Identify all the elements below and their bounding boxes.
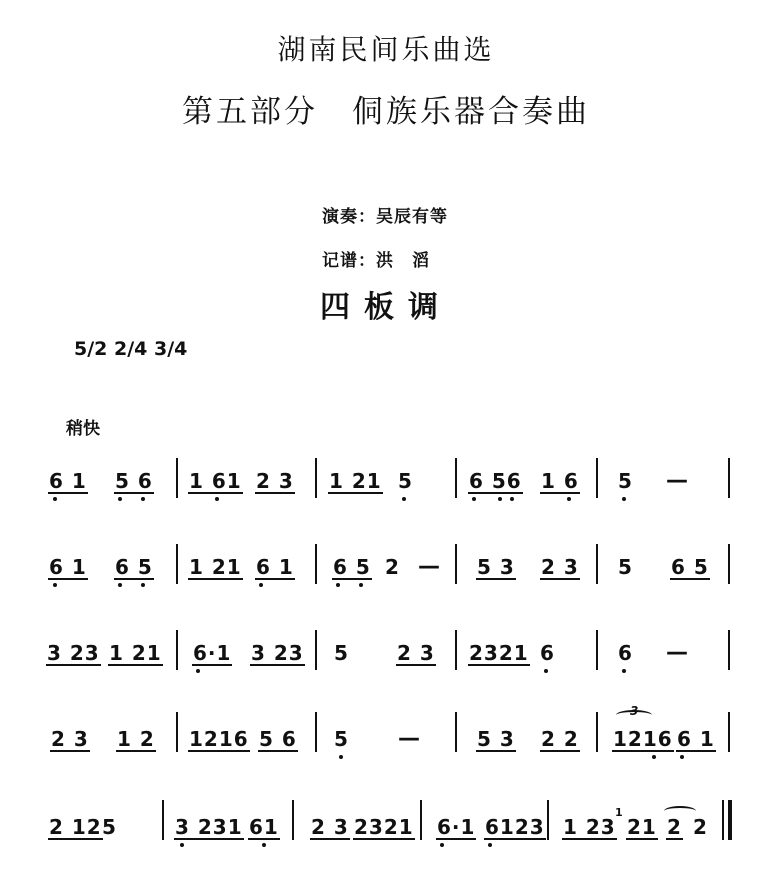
piece-title: 四板调: [320, 290, 452, 325]
note: 5: [334, 727, 349, 751]
low-octave-dot: [141, 583, 145, 587]
low-octave-dot: [53, 583, 57, 587]
note-group: 1216: [613, 727, 673, 751]
note-group: 5 6: [259, 727, 297, 751]
note-group: 5 6: [115, 469, 153, 493]
note: 2: [693, 815, 708, 839]
note-group: 1216: [189, 727, 249, 751]
low-octave-dot: [53, 497, 57, 501]
note-group: 2321: [354, 815, 414, 839]
barline: [315, 630, 317, 670]
note-group: 5 3: [477, 727, 515, 751]
low-octave-dot: [118, 497, 122, 501]
barline: [292, 800, 294, 840]
barline: [728, 544, 730, 584]
note-group: 2 3: [256, 469, 294, 493]
book-title: 湖南民间乐曲选: [277, 33, 495, 66]
note: 6: [540, 641, 555, 665]
note-group: 21: [627, 815, 657, 839]
note-group: 2 2: [541, 727, 579, 751]
part-title: 第五部分 侗族乐器合奏曲: [182, 94, 590, 130]
note-group: 6·1: [437, 815, 476, 839]
tempo-marking: 稍快: [66, 419, 100, 439]
final-barline-thick: [728, 800, 732, 840]
note-group: 3 23: [47, 641, 100, 665]
note: 2: [385, 555, 400, 579]
note-group: 2 3: [397, 641, 435, 665]
low-octave-dot: [118, 583, 122, 587]
low-octave-dot: [259, 583, 263, 587]
note-group: 2 3: [541, 555, 579, 579]
note-group: 1 21: [189, 555, 242, 579]
barline: [596, 544, 598, 584]
sustain-dash: —: [666, 468, 688, 493]
barline: [596, 630, 598, 670]
note-group: 61: [249, 815, 279, 839]
low-octave-dot: [488, 843, 492, 847]
triplet-number: 3: [630, 704, 639, 718]
transcriber-credit: 记谱：洪 滔: [322, 251, 430, 271]
low-octave-dot: [180, 843, 184, 847]
low-octave-dot: [339, 755, 343, 759]
note-group: 1 61: [189, 469, 242, 493]
note: 5: [398, 469, 413, 493]
barline: [728, 712, 730, 752]
note-group: 2 3: [311, 815, 349, 839]
barline: [455, 458, 457, 498]
note-group: 6 56: [469, 469, 522, 493]
note-group: 1 2: [117, 727, 155, 751]
note-group: 1 21: [109, 641, 162, 665]
low-octave-dot: [622, 497, 626, 501]
barline: [455, 544, 457, 584]
low-octave-dot: [215, 497, 219, 501]
low-octave-dot: [680, 755, 684, 759]
barline: [176, 544, 178, 584]
slur-arc: [664, 806, 696, 816]
sustain-dash: —: [666, 640, 688, 665]
note-group: 6 1: [256, 555, 294, 579]
barline: [596, 712, 598, 752]
note-group: 6 1: [677, 727, 715, 751]
performer-credit: 演奏：吴辰有等: [322, 207, 448, 227]
low-octave-dot: [141, 497, 145, 501]
time-signature: 5/2 2/4 3/4: [74, 338, 188, 360]
note-group: 1 21: [329, 469, 382, 493]
note-group: 3 231: [175, 815, 243, 839]
sustain-dash: —: [418, 554, 440, 579]
note-group: 6 1: [49, 555, 87, 579]
barline: [455, 712, 457, 752]
barline: [176, 712, 178, 752]
note-group: 6 5: [333, 555, 371, 579]
note-group: 6123: [485, 815, 545, 839]
barline: [162, 800, 164, 840]
note: 5: [618, 555, 633, 579]
low-octave-dot: [498, 497, 502, 501]
low-octave-dot: [196, 669, 200, 673]
low-octave-dot: [402, 497, 406, 501]
final-barline-thin: [722, 800, 724, 840]
note-group: 1 6: [541, 469, 579, 493]
low-octave-dot: [510, 497, 514, 501]
note: 5: [618, 469, 633, 493]
barline: [420, 800, 422, 840]
barline: [728, 630, 730, 670]
low-octave-dot: [544, 669, 548, 673]
note-group: 6 1: [49, 469, 87, 493]
barline: [315, 458, 317, 498]
barline: [547, 800, 549, 840]
note: 5: [334, 641, 349, 665]
note-group: 3 23: [251, 641, 304, 665]
note: 6: [618, 641, 633, 665]
low-octave-dot: [472, 497, 476, 501]
note-group: 6·1: [193, 641, 232, 665]
low-octave-dot: [359, 583, 363, 587]
low-octave-dot: [567, 497, 571, 501]
note-group: 2321: [469, 641, 529, 665]
low-octave-dot: [336, 583, 340, 587]
note-group: 6 5: [115, 555, 153, 579]
grace-note: 1: [615, 806, 623, 819]
note-group: 2 3: [51, 727, 89, 751]
barline: [596, 458, 598, 498]
barline: [176, 630, 178, 670]
note-group: 2: [667, 815, 682, 839]
low-octave-dot: [262, 843, 266, 847]
note-group: 6 5: [671, 555, 709, 579]
note-group: 1 23: [563, 815, 616, 839]
note: 5: [102, 815, 117, 839]
note-group: 5 3: [477, 555, 515, 579]
barline: [315, 544, 317, 584]
barline: [455, 630, 457, 670]
barline: [315, 712, 317, 752]
sustain-dash: —: [398, 726, 420, 751]
low-octave-dot: [652, 755, 656, 759]
low-octave-dot: [622, 669, 626, 673]
note-group: 2 12: [49, 815, 102, 839]
low-octave-dot: [440, 843, 444, 847]
barline: [176, 458, 178, 498]
barline: [728, 458, 730, 498]
